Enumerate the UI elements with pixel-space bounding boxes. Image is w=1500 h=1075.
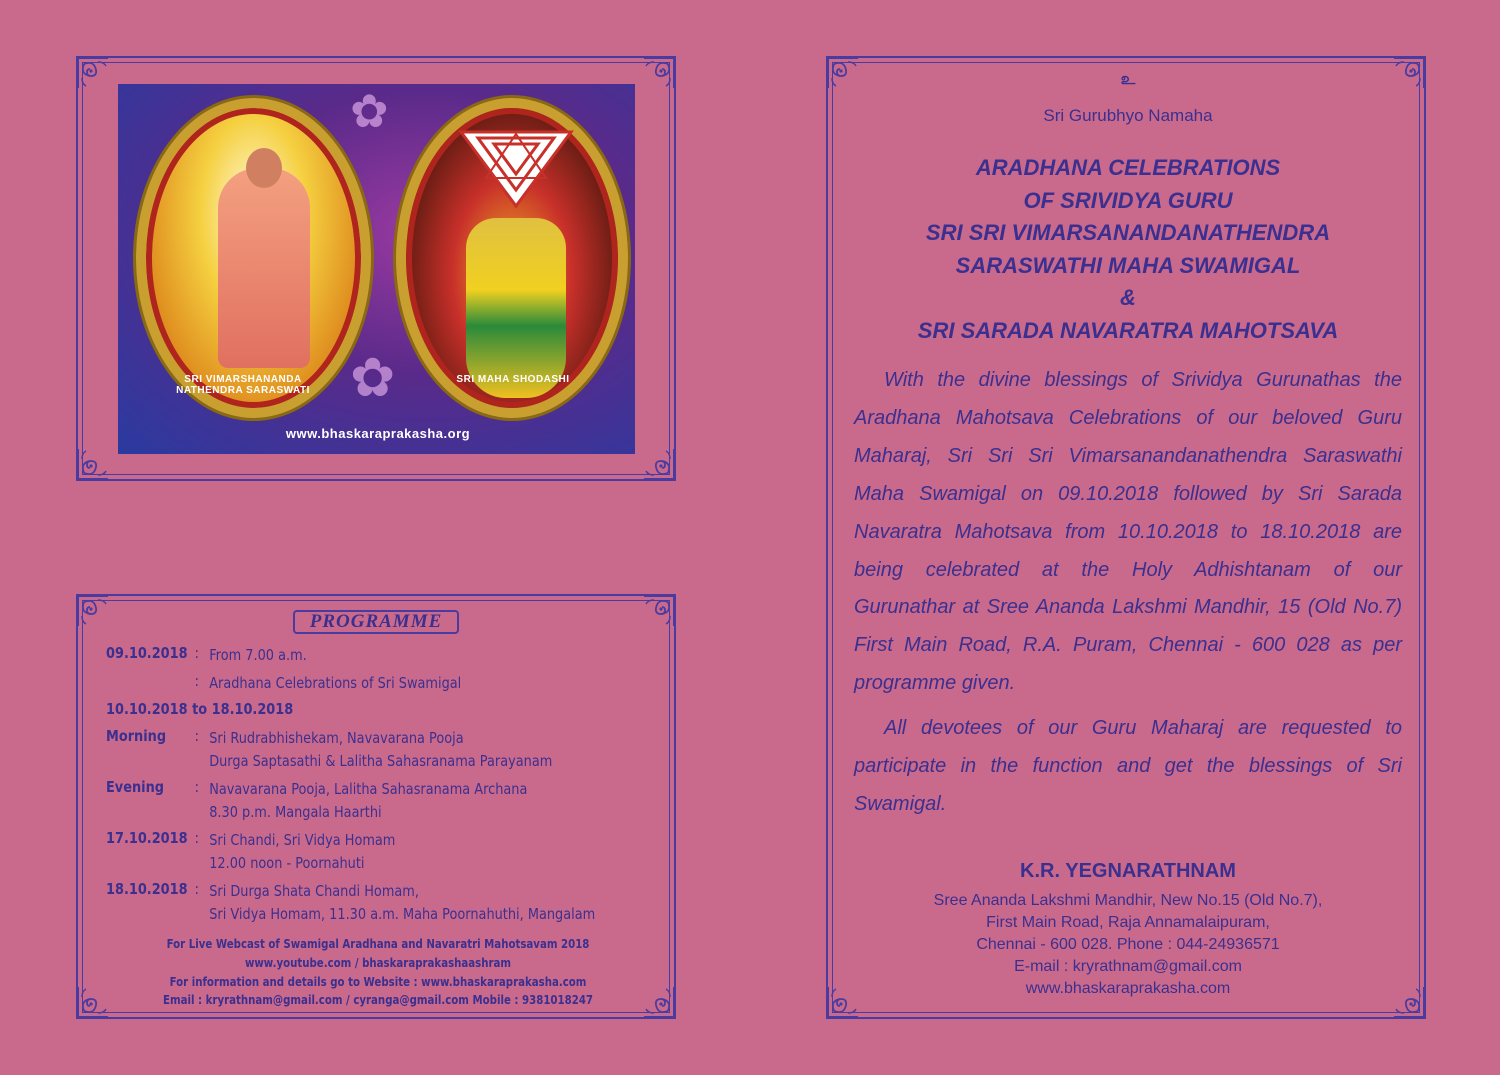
corner-ornament-icon: [76, 594, 110, 628]
shodashi-figure: [466, 218, 566, 398]
footer-website: For information and details go to Website : www.bhaskaraprakasha.com: [169, 975, 587, 989]
address-line: Sree Ananda Lakshmi Mandhir, New No.15 (Old No.7),: [933, 892, 1323, 909]
deity-photo: [118, 84, 635, 454]
invitation-heading: ARADHANA CELEBRATIONS OF SRIVIDYA GURU SRI SRI VIMARSANANDANATHENDRA SARASWATHI MAHA SWAMIGAL & SRI SARADA NAVARATRA MAHOTSAVA: [917, 155, 1339, 343]
pillaiyar-suzhi-symbol: உ: [1120, 71, 1136, 88]
corner-ornament-icon: [642, 447, 676, 481]
address-email: E-mail : kryrathnam@gmail.com: [1014, 958, 1242, 975]
address-line: First Main Road, Raja Annamalaipuram,: [986, 914, 1270, 931]
greeting: Sri Gurubhyo Namaha: [1043, 106, 1213, 125]
corner-ornament-icon: [642, 985, 676, 1019]
photo-panel: [76, 56, 676, 481]
shodashi-portrait: [396, 98, 628, 418]
invitation-paragraph-1: With the divine blessings of Srividya Gurunathas the Aradhana Mahotsava Celebrations of our beloved Guru Maharaj, Sri Sri Sri Vimarsanandanathendra Saraswathi Maha Swamigal on 09.10.2018 followed by Sri Sarada Navaratra Mahotsava from 10.10.2018 to 18.10.2018 are being celebrated at the Holy Adhishtanam of our Gurunathar at Sree Ananda Lakshmi Mandhir, 15 (Old No.7) First Main Road, R.A. Puram, Chennai - 600 028 as per programme given.: [854, 369, 1402, 695]
flower-icon: ✿: [350, 85, 389, 137]
signatory-name: K.R. YEGNARATHNAM: [1020, 860, 1236, 882]
swamigal-portrait: [136, 98, 371, 418]
yantra-icon: [456, 128, 576, 208]
corner-ornament-icon: [76, 985, 110, 1019]
footer-webcast: For Live Webcast of Swamigal Aradhana and Navaratri Mahotsavam 2018: [166, 937, 590, 951]
footer-youtube: www.youtube.com / bhaskaraprakashaashram: [244, 956, 512, 970]
corner-ornament-icon: [76, 447, 110, 481]
corner-ornament-icon: [76, 56, 110, 90]
swamigal-figure: [218, 168, 310, 368]
invitation-paragraph-2: All devotees of our Guru Maharaj are requested to participate in the function and get the blessings of Sri Swamigal.: [854, 717, 1402, 815]
invitation-panel: [826, 56, 1426, 1019]
caption-swamigal: SRI VIMARSHANANDA NATHENDRA SARASWATI: [176, 374, 310, 396]
photo-website: www.bhaskaraprakasha.org: [285, 426, 471, 441]
flower-icon: ✿: [350, 348, 396, 408]
address-website: www.bhaskaraprakasha.com: [1025, 980, 1231, 997]
programme-title: PROGRAMME: [293, 610, 459, 634]
corner-ornament-icon: [642, 594, 676, 628]
address-phone: Chennai - 600 028. Phone : 044-24936571: [976, 936, 1280, 953]
corner-ornament-icon: [642, 56, 676, 90]
programme-panel: PROGRAMME 09.10.2018 : From 7.00 a.m. : Aradhana Celebrations of Sri Swamigal 10.10.2018 to 18.10.2018 Morning : Sri Rudrabhishekam, Navavarana Pooja Durga Saptasathi & Lalitha Sahasranama Parayanam Evening : Navavarana Pooja, Lalitha Sahasranama Archana 8.30 p.m. Mangala Haarthi 17.10.2018 : Sri Chandi, Sri Vidya Homam 12.00 noon - Poornahuti 18.10.2018 : Sri Durga Shata Chandi Homam, Sri Vidya Homam, 11.30 a.m. Maha Poornahuthi, Mangalam For Live Webcast of Swamigal Aradhana and Navaratri Mahotsavam 2018 www.youtube.com / bhaskaraprakashaashram For information and details go to Website : www.bhaskaraprakasha.com Email : kryrathnam@gmail.com / cyranga@gmail.com Mobile : 9381018247: [76, 594, 676, 1019]
caption-shodashi: SRI MAHA SHODASHI: [456, 374, 570, 385]
footer-contact: Email : kryrathnam@gmail.com / cyranga@gmail.com Mobile : 9381018247: [162, 993, 594, 1007]
